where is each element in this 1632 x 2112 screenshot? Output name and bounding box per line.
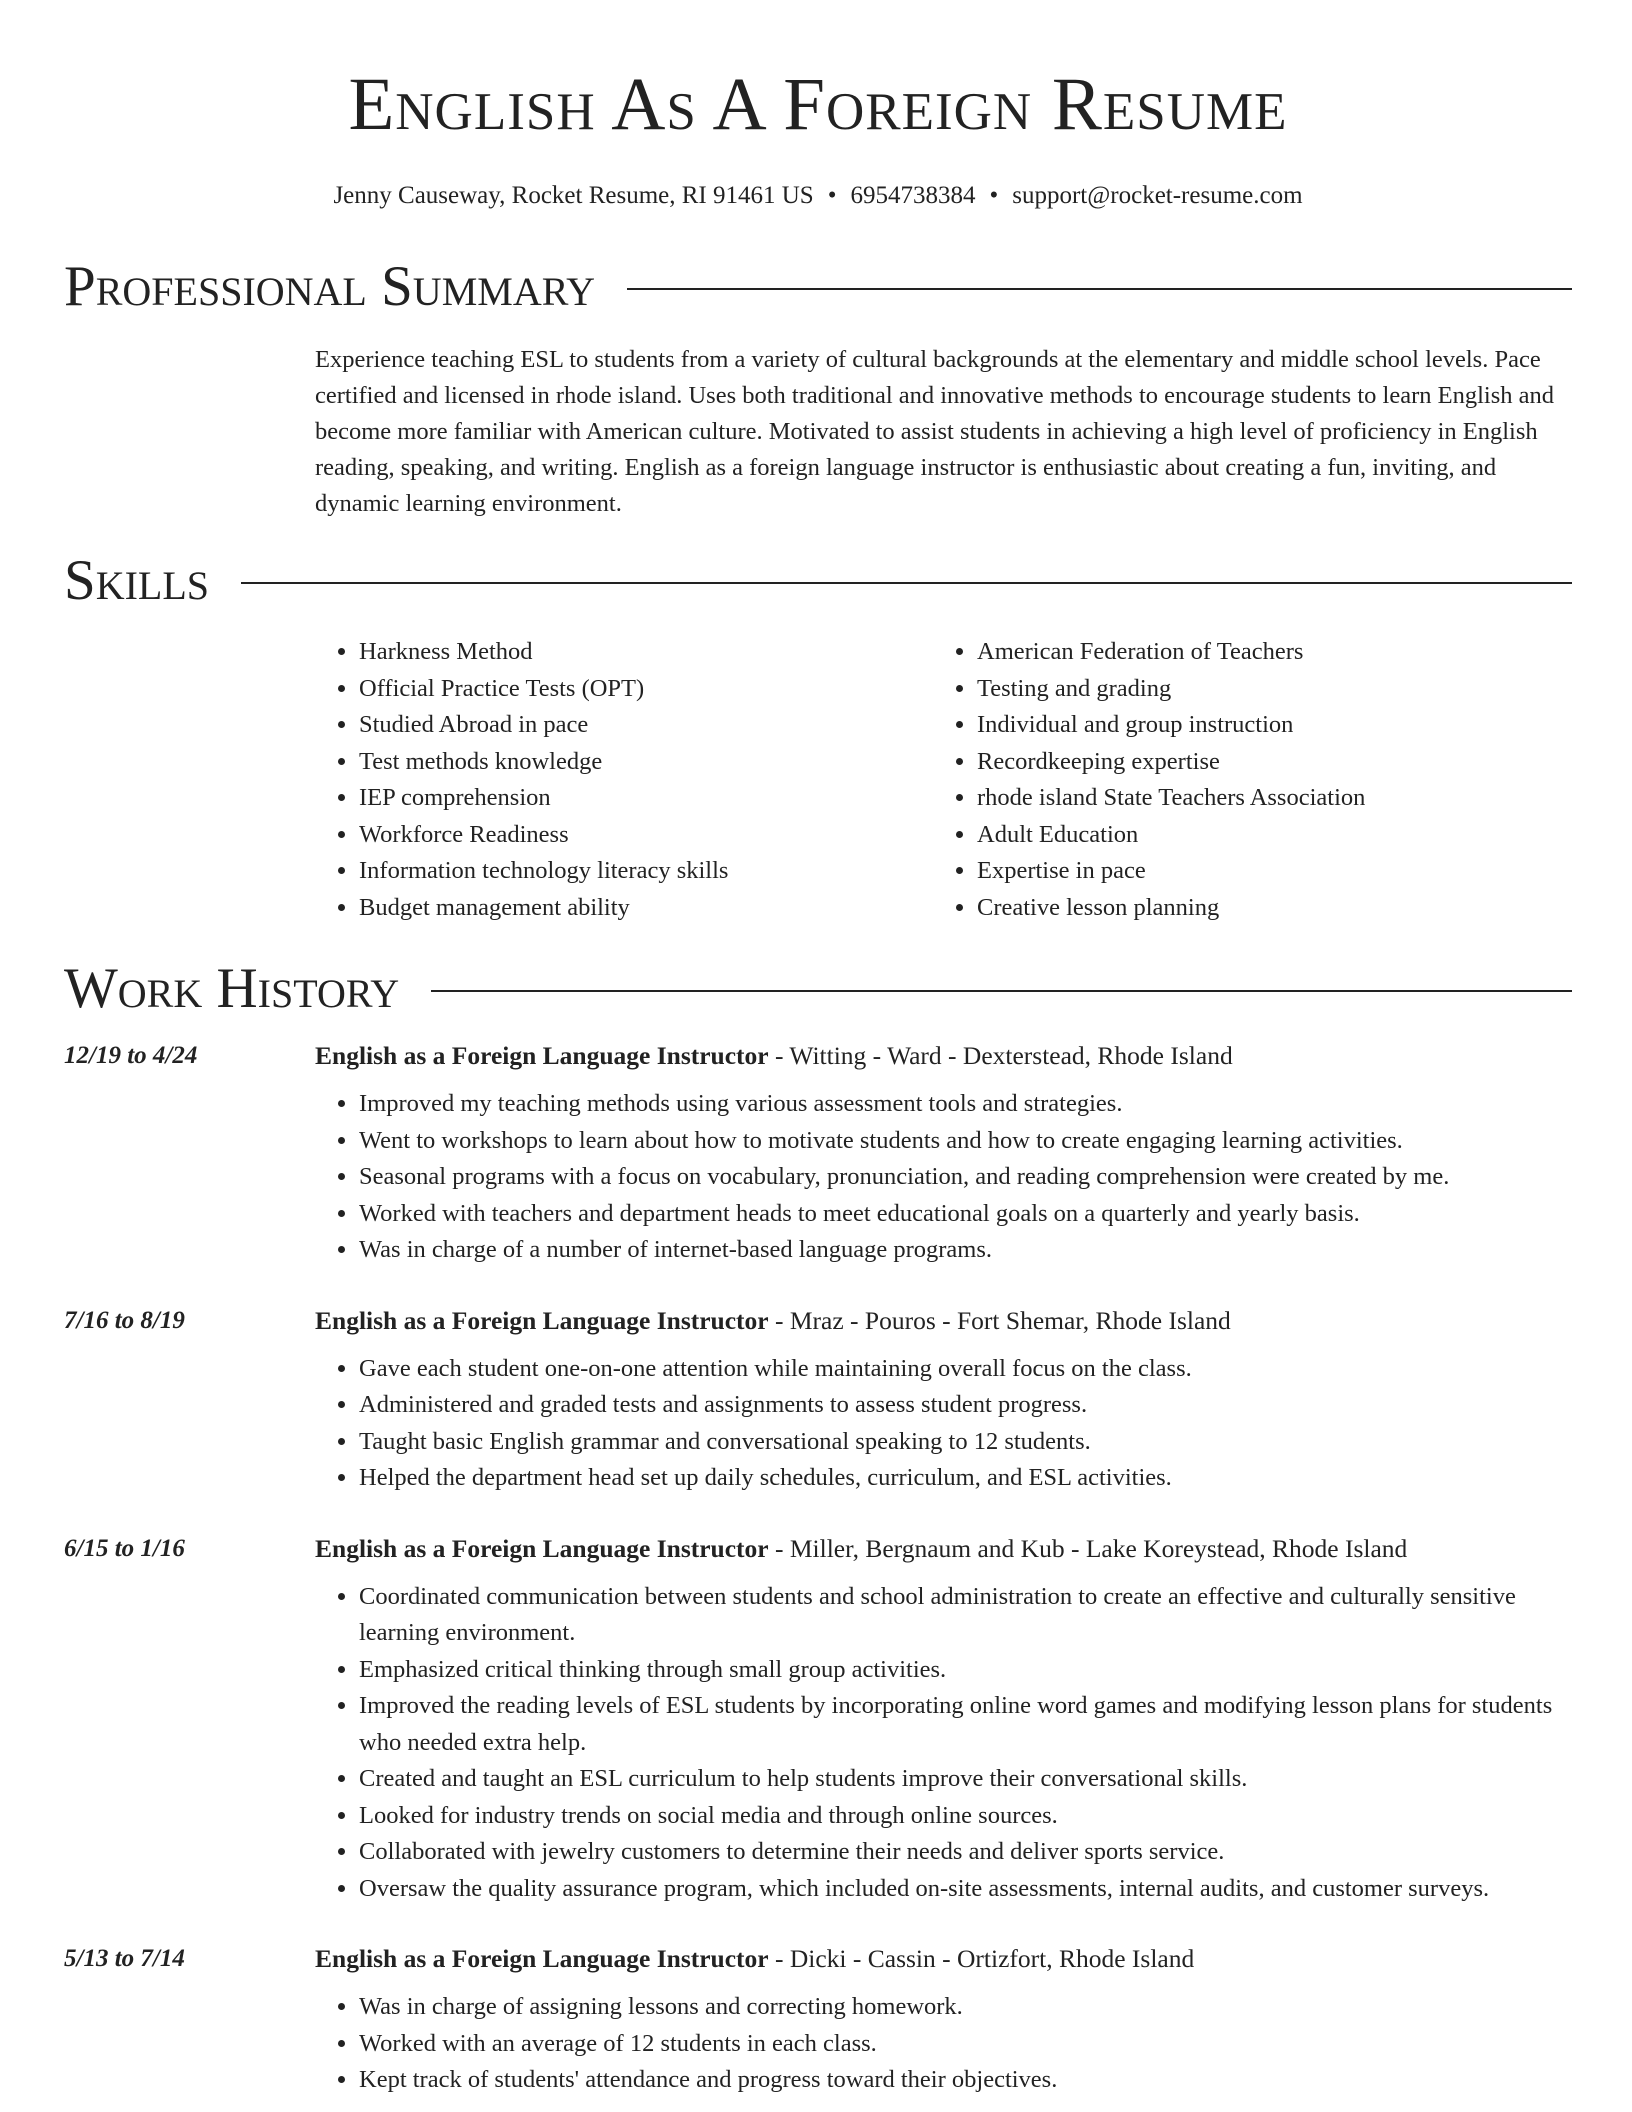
- job-role: English as a Foreign Language Instructor: [315, 1533, 769, 1563]
- skill-item: • Budget management ability: [359, 890, 933, 927]
- job-role: English as a Foreign Language Instructor: [315, 1041, 769, 1070]
- job-dates: 12/19 to 4/24: [64, 1042, 198, 1069]
- skill-item: • Individual and group instruction: [977, 707, 1551, 744]
- contact-email: support@rocket-resume.com: [1012, 182, 1303, 209]
- job-title-line: [315, 1529, 1572, 1569]
- section-heading: Skills: [64, 549, 210, 612]
- job-employer: - Mraz - Pouros - Fort Shemar, Rhode Island: [768, 1305, 1231, 1335]
- job-employer: - Witting - Ward - Dexterstead, Rhode Island: [768, 1041, 1233, 1070]
- job-bullet: • Improved the reading levels of ESL students by incorporating online word games and modifying lesson plans for students who needed extra help.: [359, 1688, 1572, 1761]
- job-employer: - Dicki - Cassin - Ortizfort, Rhode Island: [768, 1944, 1195, 1973]
- skill-item: • rhode island State Teachers Association: [977, 780, 1551, 817]
- skill-item: • Testing and grading: [977, 671, 1551, 708]
- contact-address: Jenny Causeway, Rocket Resume, RI 91461 US: [333, 182, 814, 209]
- job-role: English as a Foreign Language Instructor: [315, 1305, 769, 1335]
- job-bullet: • Collaborated with jewelry customers to determine their needs and deliver sports service.: [359, 1834, 1572, 1871]
- job-title-line: [315, 1036, 1572, 1076]
- section-divider: [627, 288, 1572, 290]
- job-bullet: • Worked with teachers and department heads to meet educational goals on a quarterly and yearly basis.: [359, 1196, 1572, 1233]
- resume-page: [64, 0, 1572, 2099]
- contact-phone: 6954738384: [850, 182, 976, 209]
- job-bullet: • Kept track of students' attendance and progress toward their objectives.: [359, 2062, 1572, 2099]
- job-dates: 5/13 to 7/14: [64, 1945, 185, 1972]
- job-bullet: • Was in charge of assigning lessons and correcting homework.: [359, 1989, 1572, 2026]
- skill-item: • Information technology literacy skills: [359, 853, 933, 890]
- job-entry: [64, 1939, 1572, 2099]
- skills-column-left: [315, 634, 933, 926]
- skill-item: • IEP comprehension: [359, 780, 933, 817]
- job-bullets: [315, 1086, 1572, 1269]
- skill-item: • Recordkeeping expertise: [977, 744, 1551, 781]
- job-bullet: • Created and taught an ESL curriculum to help students improve their conversational skills.: [359, 1761, 1572, 1798]
- job-bullet: • Administered and graded tests and assignments to assess student progress.: [359, 1387, 1572, 1424]
- section-heading: Work History: [64, 957, 400, 1020]
- job-bullets: [315, 1989, 1572, 2099]
- section-header-skills: [64, 548, 1572, 614]
- summary-text: Experience teaching ESL to students from a variety of cultural backgrounds at the elementary and middle school levels. Pace certified and licensed in rhode island. Uses both traditional and innovative methods to encourage students to learn English and become more familiar with American culture. Motivated to assist students in achieving a high level of proficiency in English reading, speaking, and writing. English as a foreign language instructor is enthusiastic about creating a fun, inviting, and dynamic learning environment.: [315, 346, 1554, 517]
- skills-column-right: [933, 634, 1551, 926]
- job-bullet: • Looked for industry trends on social media and through online sources.: [359, 1798, 1572, 1835]
- section-header-summary: [64, 254, 1572, 320]
- job-bullet: • Improved my teaching methods using various assessment tools and strategies.: [359, 1086, 1572, 1123]
- job-bullet: • Went to workshops to learn about how to motivate students and how to create engaging learning activities.: [359, 1123, 1572, 1160]
- job-bullet: • Worked with an average of 12 students in each class.: [359, 2026, 1572, 2063]
- section-divider: [241, 582, 1572, 584]
- job-title-line: [315, 1301, 1572, 1341]
- skill-item: • Test methods knowledge: [359, 744, 933, 781]
- contact-separator: •: [989, 182, 999, 209]
- contact-separator: •: [827, 182, 837, 209]
- job-role: English as a Foreign Language Instructor: [315, 1944, 769, 1973]
- job-bullet: • Was in charge of a number of internet-based language programs.: [359, 1232, 1572, 1269]
- skill-item: • Workforce Readiness: [359, 817, 933, 854]
- job-dates: 6/15 to 1/16: [64, 1534, 185, 1562]
- skill-item: • Adult Education: [977, 817, 1551, 854]
- section-heading: Professional Summary: [64, 255, 596, 318]
- section-divider: [431, 990, 1572, 992]
- job-body: [315, 1036, 1572, 1269]
- job-body: [315, 1939, 1572, 2099]
- job-bullet: • Coordinated communication between students and school administration to create an effective and culturally sensitive learning environment.: [359, 1579, 1572, 1652]
- job-entry: [64, 1036, 1572, 1269]
- job-body: [315, 1301, 1572, 1497]
- job-title-line: [315, 1939, 1572, 1979]
- job-bullet: • Oversaw the quality assurance program, which included on-site assessments, internal audits, and customer surveys.: [359, 1871, 1572, 1908]
- job-dates: 7/16 to 8/19: [64, 1306, 185, 1334]
- job-employer: - Miller, Bergnaum and Kub - Lake Koreystead, Rhode Island: [768, 1533, 1408, 1563]
- skill-item: • Studied Abroad in pace: [359, 707, 933, 744]
- job-bullet: • Helped the department head set up daily schedules, curriculum, and ESL activities.: [359, 1460, 1572, 1497]
- job-bullet: • Gave each student one-on-one attention while maintaining overall focus on the class.: [359, 1351, 1572, 1388]
- skills-list: [315, 634, 1572, 926]
- job-body: [315, 1529, 1572, 1908]
- skill-item: • Creative lesson planning: [977, 890, 1551, 927]
- skill-item: • American Federation of Teachers: [977, 634, 1551, 671]
- skill-item: • Harkness Method: [359, 634, 933, 671]
- skill-item: • Official Practice Tests (OPT): [359, 671, 933, 708]
- contact-line: [64, 180, 1572, 212]
- skill-item: • Expertise in pace: [977, 853, 1551, 890]
- job-bullet: • Seasonal programs with a focus on vocabulary, pronunciation, and reading comprehension were created by me.: [359, 1159, 1572, 1196]
- resume-title: English As A Foreign Resume: [348, 63, 1288, 146]
- job-entry: [64, 1301, 1572, 1497]
- job-entry: [64, 1529, 1572, 1908]
- job-bullet: • Emphasized critical thinking through small group activities.: [359, 1652, 1572, 1689]
- job-bullets: [315, 1579, 1572, 1908]
- section-header-work-history: [64, 956, 1572, 1022]
- job-bullets: [315, 1351, 1572, 1497]
- job-bullet: • Taught basic English grammar and conversational speaking to 12 students.: [359, 1424, 1572, 1461]
